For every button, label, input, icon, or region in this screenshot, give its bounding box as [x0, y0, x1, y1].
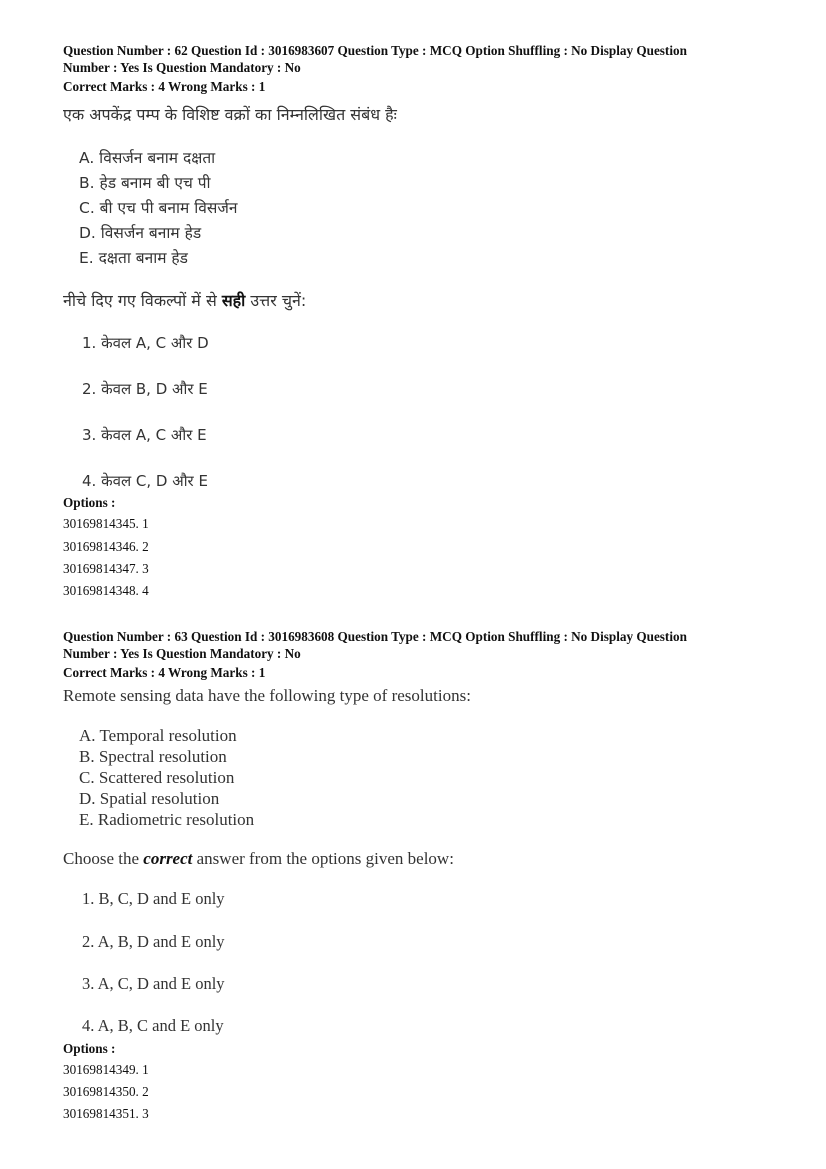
statement-e: E. Radiometric resolution [79, 810, 255, 829]
statement-d: D. विसर्जन बनाम हेड [79, 224, 202, 242]
statement-c: C. बी एच पी बनाम विसर्जन [79, 199, 238, 217]
question-meta [63, 629, 783, 682]
question-meta [63, 43, 783, 96]
meta-line-1: Question Number : 62 Question Id : 3016983607 Question Type : MCQ Option Shuffling : No Display Question [63, 43, 687, 58]
choice-2: 2. A, B, D and E only [82, 932, 225, 951]
option-row: 30169814349. 1 [63, 1062, 149, 1077]
meta-line-2: Number : Yes Is Question Mandatory : No [63, 645, 301, 661]
question-text: Remote sensing data have the following type of resolutions: [63, 686, 471, 705]
statement-b: B. Spectral resolution [79, 747, 227, 766]
choice-2: 2. केवल B, D और E [82, 380, 208, 398]
choice-4: 4. केवल C, D और E [82, 472, 208, 490]
option-row: 30169814347. 3 [63, 561, 149, 576]
statement-b: B. हेड बनाम बी एच पी [79, 174, 211, 192]
statement-a: A. विसर्जन बनाम दक्षता [79, 149, 216, 167]
instruction-emphasis: सही [221, 291, 246, 310]
option-row: 30169814350. 2 [63, 1084, 149, 1099]
meta-line-3: Correct Marks : 4 Wrong Marks : 1 [63, 665, 266, 680]
meta-line-3: Correct Marks : 4 Wrong Marks : 1 [63, 79, 266, 94]
choice-4: 4. A, B, C and E only [82, 1016, 224, 1035]
choice-3: 3. केवल A, C और E [82, 426, 207, 444]
option-row: 30169814346. 2 [63, 539, 149, 554]
choice-1: 1. B, C, D and E only [82, 889, 225, 908]
options-label: Options : [63, 495, 116, 510]
meta-line-2: Number : Yes Is Question Mandatory : No [63, 59, 301, 75]
instruction-pre: नीचे दिए गए विकल्पों में से [63, 291, 222, 310]
instruction-post: उत्तर चुनें: [245, 291, 307, 310]
statement-d: D. Spatial resolution [79, 789, 220, 808]
statement-a: A. Temporal resolution [79, 726, 237, 745]
question-text: एक अपकेंद्र पम्प के विशिष्ट वक्रों का निम्नलिखित संबंध हैः [63, 105, 397, 124]
option-row: 30169814351. 3 [63, 1106, 149, 1121]
instruction-pre: Choose the [63, 849, 144, 868]
choice-3: 3. A, C, D and E only [82, 974, 225, 993]
instruction [63, 289, 306, 311]
instruction [63, 849, 454, 869]
option-row: 30169814345. 1 [63, 516, 149, 531]
statement-c: C. Scattered resolution [79, 768, 235, 787]
choice-1: 1. केवल A, C और D [82, 334, 209, 352]
meta-line-1: Question Number : 63 Question Id : 3016983608 Question Type : MCQ Option Shuffling : No Display Question [63, 629, 687, 644]
option-row: 30169814348. 4 [63, 583, 149, 598]
instruction-emphasis: correct [143, 849, 193, 868]
options-label: Options : [63, 1041, 116, 1056]
instruction-post: answer from the options given below: [192, 849, 454, 868]
statement-e: E. दक्षता बनाम हेड [79, 249, 188, 267]
